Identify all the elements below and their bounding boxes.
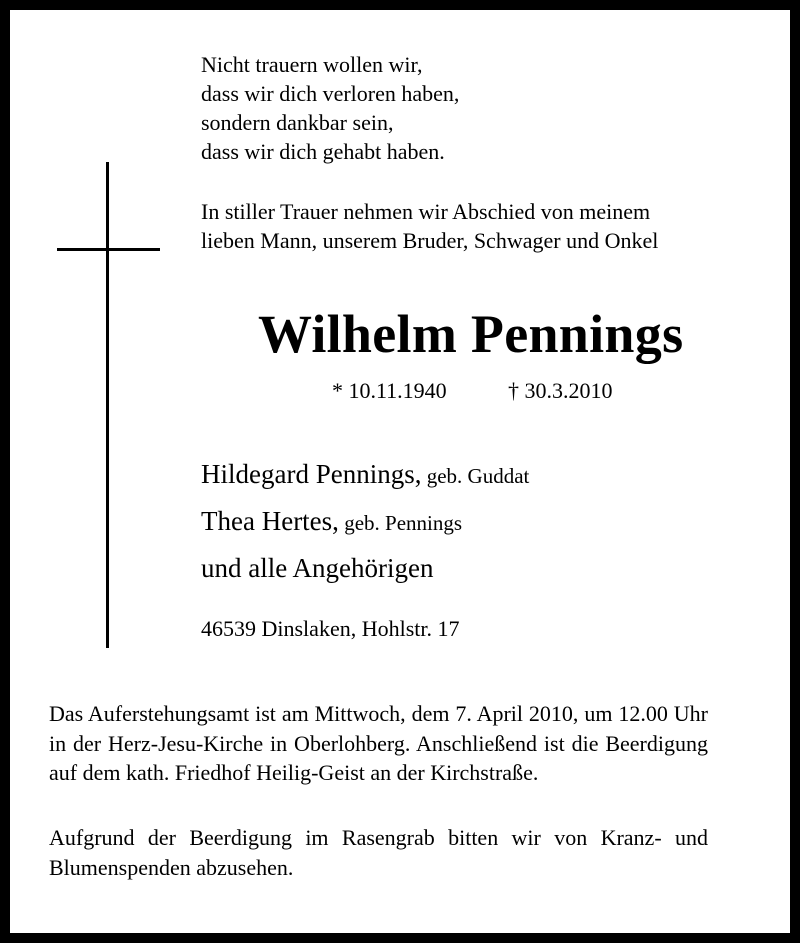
intro-line: In stiller Trauer nehmen wir Abschied von meinem [201, 199, 651, 224]
birth-date: * 10.11.1940 [332, 378, 447, 403]
mourner-name: Thea Hertes, [201, 506, 339, 536]
death-date: † 30.3.2010 [508, 378, 613, 403]
ceremony-details: Das Auferstehungsamt ist am Mittwoch, dem 7. April 2010, um 12.00 Uhr in der Herz-Jesu-Kirche in Oberlohberg. Anschließend ist die Beerdigung auf dem kath. Friedhof Heilig-Geist an der Kirchstraße. [49, 701, 708, 785]
deceased-name: Wilhelm Pennings [258, 304, 684, 364]
cross-icon [106, 162, 109, 648]
poem-line: Nicht trauern wollen wir, [201, 52, 423, 77]
mourner-maiden-name: geb. Guddat [421, 464, 530, 488]
mourners-list [201, 453, 529, 594]
mourner-name: Hildegard Pennings, [201, 459, 422, 489]
mourner-entry [201, 453, 529, 500]
family-address: 46539 Dinslaken, Hohlstr. 17 [201, 616, 460, 641]
memorial-poem [201, 50, 459, 166]
mourner-entry [201, 500, 529, 547]
flowers-request: Aufgrund der Beerdigung im Rasengrab bitten wir von Kranz- und Blumenspenden abzusehen. [49, 825, 708, 880]
intro-line: lieben Mann, unserem Bruder, Schwager und Onkel [201, 228, 659, 253]
poem-line: dass wir dich verloren haben, [201, 81, 460, 106]
poem-line: dass wir dich gehabt haben. [201, 139, 445, 164]
poem-line: sondern dankbar sein, [201, 110, 394, 135]
farewell-intro [201, 197, 658, 255]
cross-icon-crossbar [57, 248, 160, 251]
mourner-entry [201, 547, 529, 594]
mourner-maiden-name: geb. Pennings [338, 511, 463, 535]
mourner-name: und alle Angehörigen [201, 553, 434, 583]
